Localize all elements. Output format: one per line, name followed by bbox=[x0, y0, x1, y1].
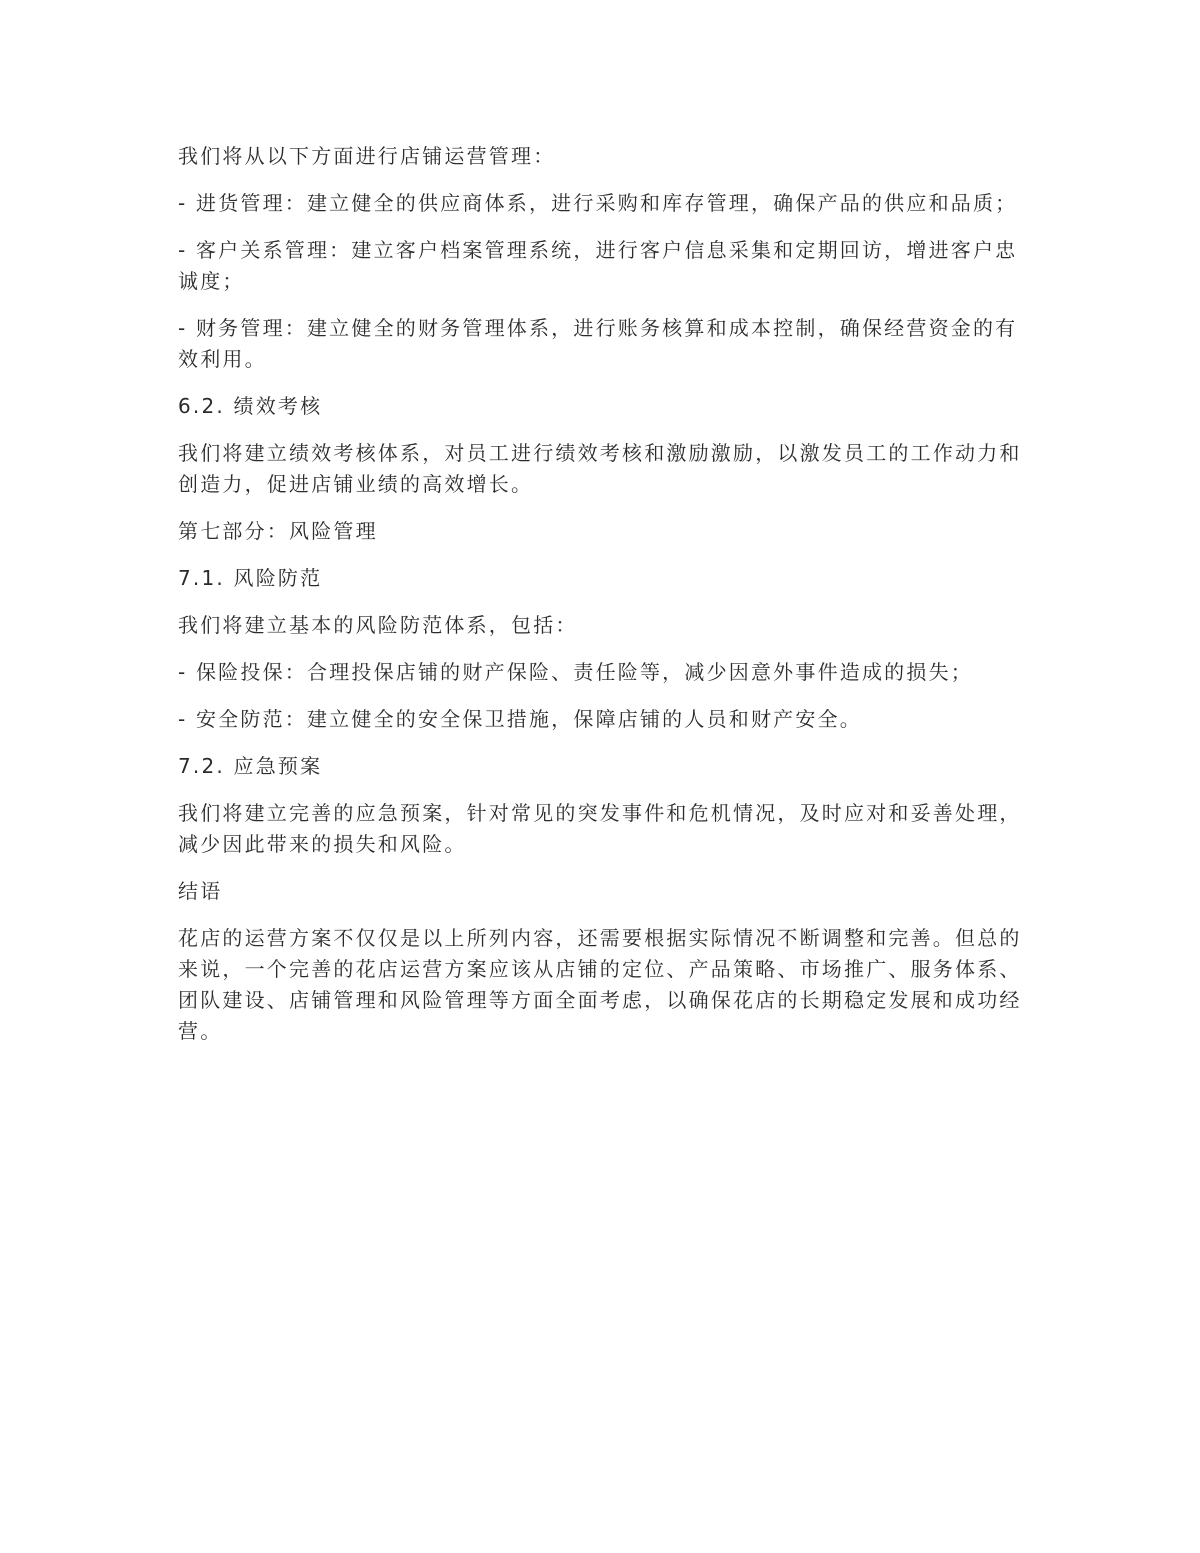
intro-store-operations: 我们将从以下方面进行店铺运营管理： bbox=[178, 144, 556, 168]
heading-part-7: 第七部分：风险管理 bbox=[178, 519, 378, 543]
heading-7-1: 7.1. 风险防范 bbox=[178, 566, 323, 590]
heading-6-2: 6.2. 绩效考核 bbox=[178, 394, 323, 418]
bullet-insurance: - 保险投保：合理投保店铺的财产保险、责任险等，减少因意外事件造成的损失； bbox=[178, 660, 973, 684]
bullet-finance: - 财务管理：建立健全的财务管理体系，进行账务核算和成本控制，确保经营资金的有效利用。 bbox=[178, 316, 1018, 371]
para-performance: 我们将建立绩效考核体系，对员工进行绩效考核和激励激励，以激发员工的工作动力和创造力，促进店铺业绩的高效增长。 bbox=[178, 441, 1022, 496]
para-risk-prevention: 我们将建立基本的风险防范体系，包括： bbox=[178, 613, 578, 637]
bullet-security: - 安全防范：建立健全的安全保卫措施，保障店铺的人员和财产安全。 bbox=[178, 707, 862, 731]
heading-conclusion: 结语 bbox=[178, 879, 223, 903]
heading-7-2: 7.2. 应急预案 bbox=[178, 754, 323, 778]
bullet-purchasing: - 进货管理：建立健全的供应商体系，进行采购和库存管理，确保产品的供应和品质； bbox=[178, 191, 1018, 215]
bullet-customer-relations: - 客户关系管理：建立客户档案管理系统，进行客户信息采集和定期回访，增进客户忠诚度； bbox=[178, 238, 1018, 293]
para-conclusion: 花店的运营方案不仅仅是以上所列内容，还需要根据实际情况不断调整和完善。但总的来说，一个完善的花店运营方案应该从店铺的定位、产品策略、市场推广、服务体系、团队建设、店铺管理和风险管理等方面全面考虑，以确保花店的长期稳定发展和成功经营。 bbox=[178, 926, 1022, 1043]
document-page bbox=[178, 141, 1028, 1063]
para-emergency-plan: 我们将建立完善的应急预案，针对常见的突发事件和危机情况，及时应对和妥善处理，减少因此带来的损失和风险。 bbox=[178, 801, 1022, 856]
